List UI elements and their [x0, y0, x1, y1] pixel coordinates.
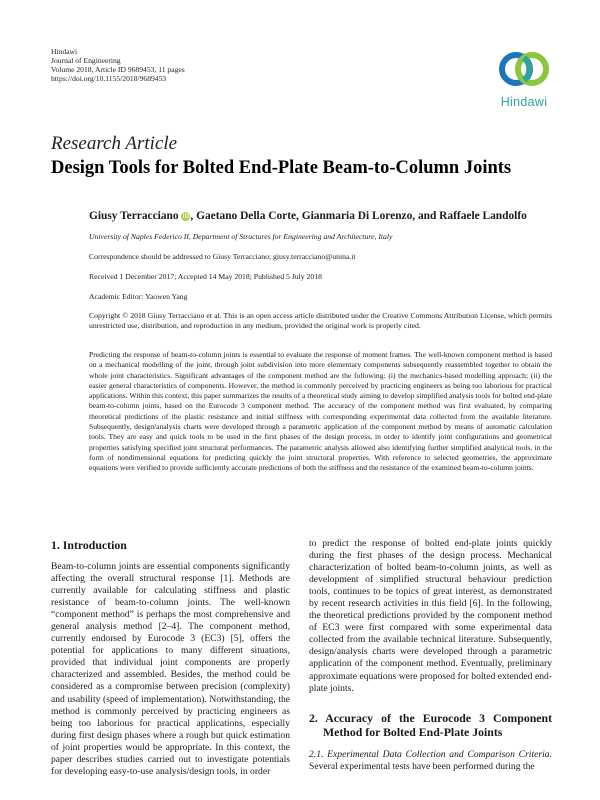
- subsection-title: 2.1. Experimental Data Collection and Comparison Criteria.: [309, 748, 552, 760]
- article-type: Research Article: [51, 133, 178, 154]
- subsection-text: Several experimental tests have been performed during the: [309, 760, 535, 772]
- journal-metadata: [51, 47, 185, 83]
- abstract: Predicting the response of beam-to-column joints is essential to evaluate the response of moment frames. The well-known component method is based on a mechanical modelling of the joint, through joint subdivision into more elementary components subsequently reassembled together to obtain the whole joint characteristics. Significant advantages of the component method are the following: (i) the mechanics-based modelling approach; (ii) the easier general characteristics of components. However, the method is commonly perceived by practicing engineers as being too laborious for practical applications. Within this context, this paper summarizes the results of a theoretical study aiming to develop simplified analysis tools for bolted end-plate beam-to-column joints, based on the Eurocode 3 component method. The accuracy of the component method was first evaluated, by comparing theoretical predictions of the plastic resistance and initial stiffness with corresponding experimental data collected from the available literature. Subsequently, design/analysis charts were developed through a parametric application of the component method by means of automatic calculation tools. They are easy and quick tools to be used in the first phases of the design process, in order to identify joint configurations and geometrical properties satisfying specified joint structural performances. The parametric analysis allowed also identifying further simplified analytical tools, in the form of nondimensional equations for predicting quickly the joint structural properties. With reference to selected geometries, the approximate equations were verified to provide sufficiently accurate predictions of both the stiffness and the resistance of the examined beam-to-column joints.: [89, 350, 552, 473]
- author-first[interactable]: Giusy Terracciano: [89, 210, 179, 222]
- article-title: Design Tools for Bolted End-Plate Beam-to-Column Joints: [51, 158, 512, 178]
- hindawi-logo-text: Hindawi: [500, 95, 548, 109]
- correspondence: Correspondence should be addressed to Giusy Terracciano; giusy.terracciano@unina.it: [89, 252, 356, 261]
- subsection-paragraph: [309, 749, 552, 773]
- journal-name: Journal of Engineering: [51, 56, 121, 65]
- section-heading-accuracy: 2. Accuracy of the Eurocode 3 Component Method for Bolted End-Plate Joints: [309, 710, 552, 739]
- affiliation: University of Naples Federico II, Department of Structures for Engineering and Architecture, Italy: [89, 232, 393, 241]
- section-heading-introduction: 1. Introduction: [51, 538, 127, 552]
- right-column: [309, 538, 552, 773]
- hindawi-logo: [495, 48, 553, 109]
- academic-editor: Academic Editor: Yaowen Yang: [89, 292, 188, 301]
- copyright: Copyright © 2018 Giusy Terracciano et al. This is an open access article distributed under the Creative Commons Attribution License, which permits unrestricted use, distribution, and reproduction in any medium, provided the original work is properly cited.: [89, 311, 552, 330]
- publisher-name: Hindawi: [51, 47, 78, 56]
- left-column: [51, 538, 290, 778]
- orcid-icon[interactable]: iD: [182, 213, 190, 220]
- doi-link[interactable]: https://doi.org/10.1155/2018/9689453: [51, 74, 167, 83]
- dates: Received 1 December 2017; Accepted 14 May 2018; Published 5 July 2018: [89, 272, 322, 281]
- hindawi-logo-icon: [496, 48, 552, 92]
- volume-info: Volume 2018, Article ID 9689453, 11 pages: [51, 65, 185, 74]
- author-list: [89, 210, 527, 222]
- introduction-paragraph: Beam-to-column joints are essential components significantly affecting the overall structural response [1]. Methods are currently available for calculating stiffness and plastic resistance of beam-to-column joints. The well-known “component method” is perhaps the most comprehensive and general analysis method [2–4]. The component method, currently endorsed by Eurocode 3 (EC3) [5], offers the potential for applications to many different situations, provided that individual joint components are properly characterized and assembled. Besides, the method could be considered as a compromise between precision (complexity) and usability (speed of implementation). Notwithstanding, the method is commonly perceived by practicing engineers as being too laborious for practical applications, especially during first design phases where a rough but quick estimation of joint properties would be appropriate. In this context, the paper describes studies carried out to investigate potentials for developing easy-to-use analysis/design tools, in order: [51, 561, 290, 777]
- introduction-continued: to predict the response of bolted end-plate joints quickly during the first phases of the design process. Mechanical characterization of bolted beam-to-column joints, as well as development of simplified structural behaviour prediction tools, continues to be topics of great interest, as demonstrated by recent research activities in this field [6]. In the following, the theoretical predictions provided by the component method of EC3 were first compared with some experimental data collected from the available technical literature. Subsequently, design/analysis charts were developed through a parametric application of the component method. Eventually, preliminary approximate equations were proposed for bolted extended end-plate joints.: [309, 538, 552, 694]
- author-rest: , Gaetano Della Corte, Gianmaria Di Lorenzo, and Raffaele Landolfo: [190, 210, 527, 222]
